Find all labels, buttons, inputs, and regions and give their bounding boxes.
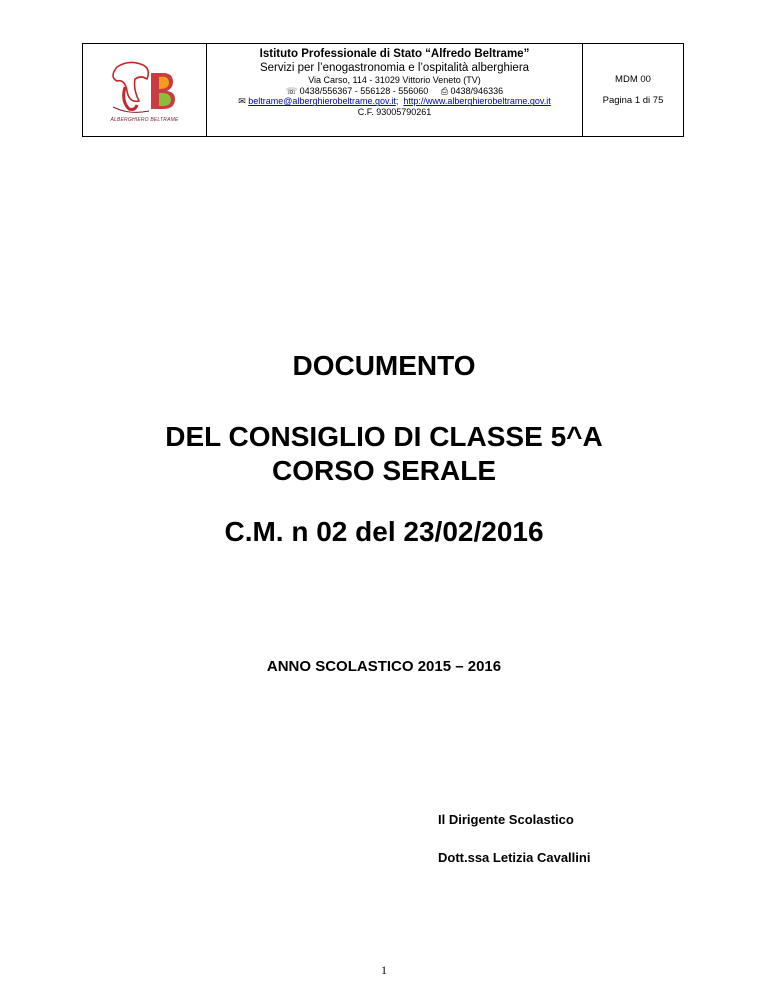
website-link[interactable]: http://www.alberghierobeltrame.gov.it (403, 96, 551, 107)
fiscal-code: C.F. 93005790261 (357, 106, 432, 117)
school-logo (99, 57, 191, 119)
phone-icon: ☏ (285, 85, 298, 96)
document-meta (583, 44, 683, 136)
page-number: 1 (381, 963, 387, 977)
fax-number: 0438/946336 (450, 85, 504, 96)
phone-numbers: 0438/556367 - 556128 - 556060 (299, 85, 429, 96)
council-line: DEL CONSIGLIO DI CLASSE 5^A (165, 421, 603, 452)
fax-icon: ⎙ (440, 85, 449, 96)
council-title (0, 420, 768, 488)
signatory-name: Dott.ssa Letizia Cavallini (438, 850, 591, 865)
course-line: CORSO SERALE (271, 455, 497, 486)
signatory-role: Il Dirigente Scolastico (438, 812, 574, 827)
document-title: DOCUMENTO (292, 350, 476, 381)
institute-address: Via Carso, 114 - 31029 Vittorio Veneto (TV) (308, 75, 481, 86)
circular-reference: C.M. n 02 del 23/02/2016 (224, 516, 544, 547)
institute-info (207, 44, 583, 136)
page-info: Pagina 1 di 75 (602, 95, 664, 106)
school-year: ANNO SCOLASTICO 2015 – 2016 (266, 658, 502, 675)
contact-line (207, 86, 582, 97)
logo-cell (83, 44, 207, 136)
logo-caption: ALBERGHIERO BELTRAME (110, 117, 179, 123)
institute-subtitle: Servizi per l’enogastronomia e l’ospitalità alberghiera (259, 61, 530, 74)
document-code: MDM 00 (615, 74, 651, 85)
email-link[interactable]: beltrame@alberghierobeltrame.gov.it (248, 96, 396, 107)
mail-icon: ✉ (238, 96, 246, 107)
web-line (207, 96, 582, 107)
institute-name: Istituto Professionale di Stato “Alfredo Beltrame” (259, 48, 530, 60)
document-header (82, 43, 684, 137)
email-separator: ; (395, 96, 399, 107)
